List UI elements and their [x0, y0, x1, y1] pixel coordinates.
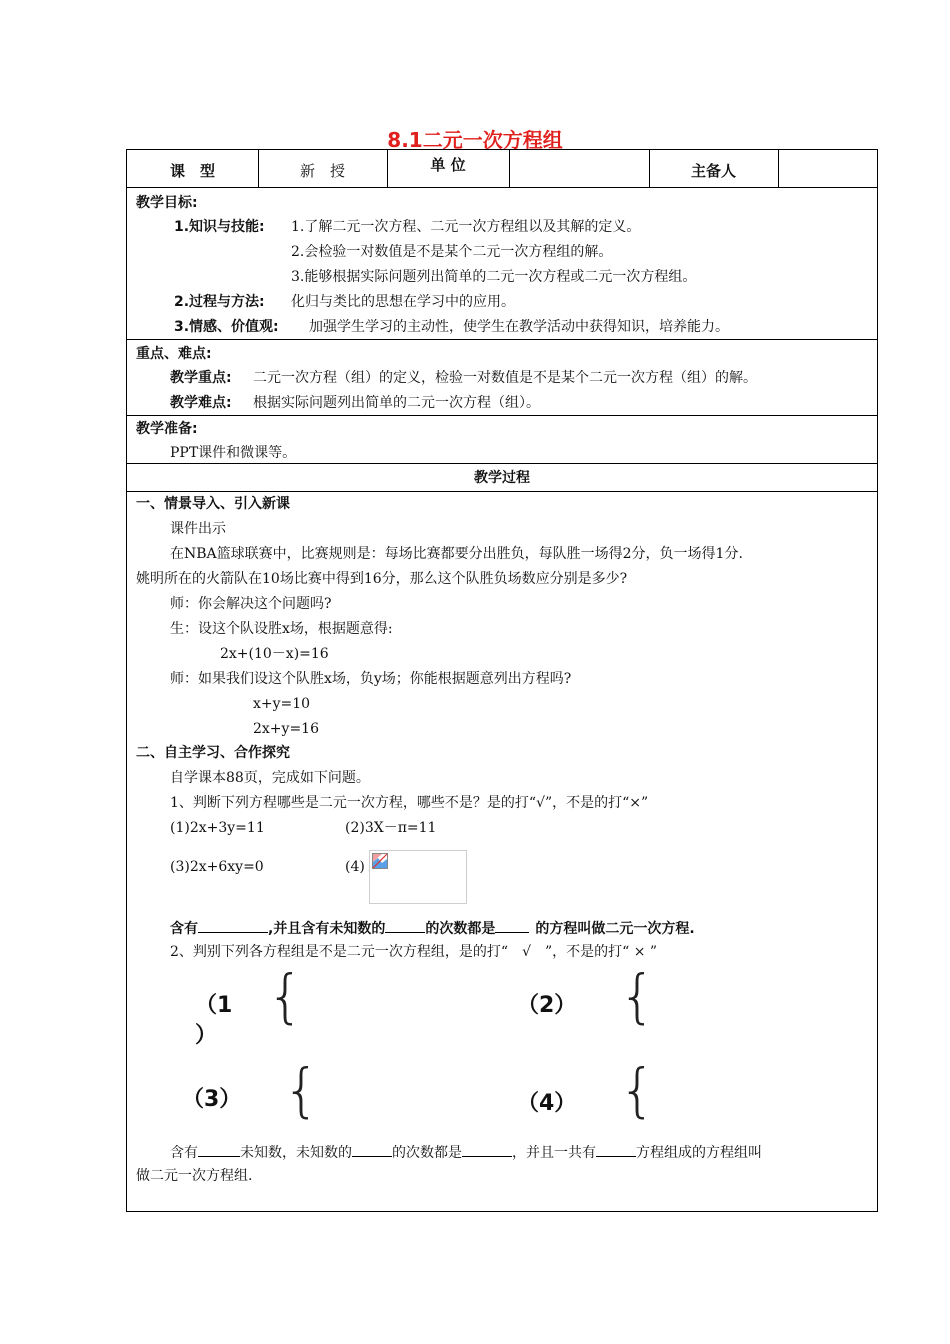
system-label: （4）: [517, 1091, 577, 1116]
course-type-value: 新 授: [299, 162, 345, 180]
knowledge-item: 3.能够根据实际问题列出简单的二元一次方程或二元一次方程组。: [291, 269, 697, 285]
left-brace-icon: {: [619, 962, 656, 1030]
definition-part: 方程组成的方程组叫: [636, 1145, 762, 1161]
equation: 2x+y=16: [253, 721, 319, 737]
section1-line: 课件出示: [170, 521, 226, 537]
section1-line: 生：设这个队设胜x场，根据题意得:: [170, 621, 393, 637]
row-divider: [127, 339, 877, 340]
blank[interactable]: [198, 918, 268, 933]
blank[interactable]: [385, 918, 425, 933]
system-definition-end: 做二元一次方程组.: [136, 1168, 253, 1184]
knowledge-item: 1.了解二元一次方程、二元一次方程组以及其解的定义。: [291, 219, 641, 235]
equation-item: (4): [345, 859, 365, 875]
emotion-text: 加强学生学习的主动性，使学生在教学活动中获得知识，培养能力。: [309, 319, 729, 335]
key-label: 教学重点:: [170, 370, 232, 386]
keypoints-heading: 重点、难点:: [136, 346, 212, 362]
definition-part: 含有: [170, 1145, 198, 1161]
definition-part: 的次数都是: [392, 1145, 462, 1161]
system-label: （3）: [182, 1087, 242, 1112]
knowledge-label: 1.知识与技能:: [174, 219, 265, 235]
definition-part: 的次数都是: [425, 921, 496, 937]
section1-heading: 一、情景导入、引入新课: [136, 496, 290, 512]
blank[interactable]: [198, 1142, 240, 1157]
definition-part: ，并且一共有: [512, 1145, 596, 1161]
blank[interactable]: [596, 1142, 636, 1157]
blank[interactable]: [495, 918, 529, 933]
section2-heading: 二、自主学习、合作探究: [136, 745, 290, 761]
row-divider: [127, 491, 877, 492]
row-divider: [127, 463, 877, 464]
definition-part: 含有: [170, 921, 198, 937]
course-type-label: 课 型: [169, 162, 215, 180]
system-label: （1: [195, 993, 233, 1018]
key-text: 二元一次方程（组）的定义，检验一对数值是不是某个二元一次方程（组）的解。: [253, 370, 757, 386]
equation-item: (1)2x+3y=11: [170, 820, 265, 836]
process-heading: 教学过程: [474, 470, 530, 486]
question-2: 2、判别下列各方程组是不是二元一次方程组，是的打“ √ ”，不是的打“ × ”: [170, 944, 658, 960]
system-label: （2）: [517, 993, 577, 1018]
broken-image-icon: [372, 853, 388, 869]
process-label: 2.过程与方法:: [174, 294, 265, 310]
system-label: ）: [195, 1023, 218, 1048]
preparation-heading: 教学准备:: [136, 421, 198, 437]
section2-intro: 自学课本88页，完成如下问题。: [170, 770, 370, 786]
process-text: 化归与类比的思想在学习中的应用。: [291, 294, 515, 310]
section1-line: 姚明所在的火箭队在10场比赛中得到16分，那么这个队胜负场数应分别是多少?: [136, 571, 628, 587]
equation-item: (2)3X－π=11: [345, 820, 437, 836]
blank[interactable]: [462, 1142, 512, 1157]
col-divider: [778, 150, 779, 187]
unit-label: 单 位: [430, 156, 466, 174]
page-title: 8.1二元一次方程组: [387, 128, 563, 152]
definition-part: 的方程叫做二元一次方程.: [535, 921, 695, 937]
definition-part: 未知数，未知数的: [240, 1145, 352, 1161]
left-brace-icon: {: [283, 1056, 320, 1124]
objectives-heading: 教学目标:: [136, 195, 198, 211]
equation-item: (3)2x+6xy=0: [170, 859, 264, 875]
left-brace-icon: {: [267, 962, 304, 1030]
row-divider: [127, 415, 877, 416]
difficult-text: 根据实际问题列出简单的二元一次方程（组）。: [253, 395, 540, 411]
row-divider: [127, 187, 877, 188]
equation-image-placeholder: [369, 850, 467, 904]
preparation-text: PPT课件和微课等。: [170, 445, 297, 461]
system-definition: [170, 1142, 762, 1162]
lesson-plan-table: [126, 149, 878, 1212]
knowledge-item: 2.会检验一对数值是不是某个二元一次方程组的解。: [291, 244, 613, 260]
emotion-label: 3.情感、价值观:: [174, 319, 279, 335]
section1-line: 在NBA篮球联赛中，比赛规则是：每场比赛都要分出胜负，每队胜一场得2分，负一场得1分.: [170, 546, 743, 562]
left-brace-icon: {: [619, 1056, 656, 1124]
equation: 2x+(10－x)=16: [220, 646, 329, 662]
definition-sentence: [170, 918, 695, 938]
section1-line: 师：如果我们设这个队胜x场，负y场；你能根据题意列出方程吗?: [170, 671, 572, 687]
equation: x+y=10: [253, 696, 311, 712]
question-1: 1、判断下列方程哪些是二元一次方程，哪些不是？是的打“√”，不是的打“×”: [170, 795, 649, 811]
definition-part: ,并且含有未知数的: [268, 921, 386, 937]
difficult-label: 教学难点:: [170, 395, 232, 411]
preparer-label: 主备人: [690, 162, 736, 180]
section1-line: 师：你会解决这个问题吗?: [170, 596, 332, 612]
blank[interactable]: [352, 1142, 392, 1157]
col-divider: [509, 150, 510, 187]
